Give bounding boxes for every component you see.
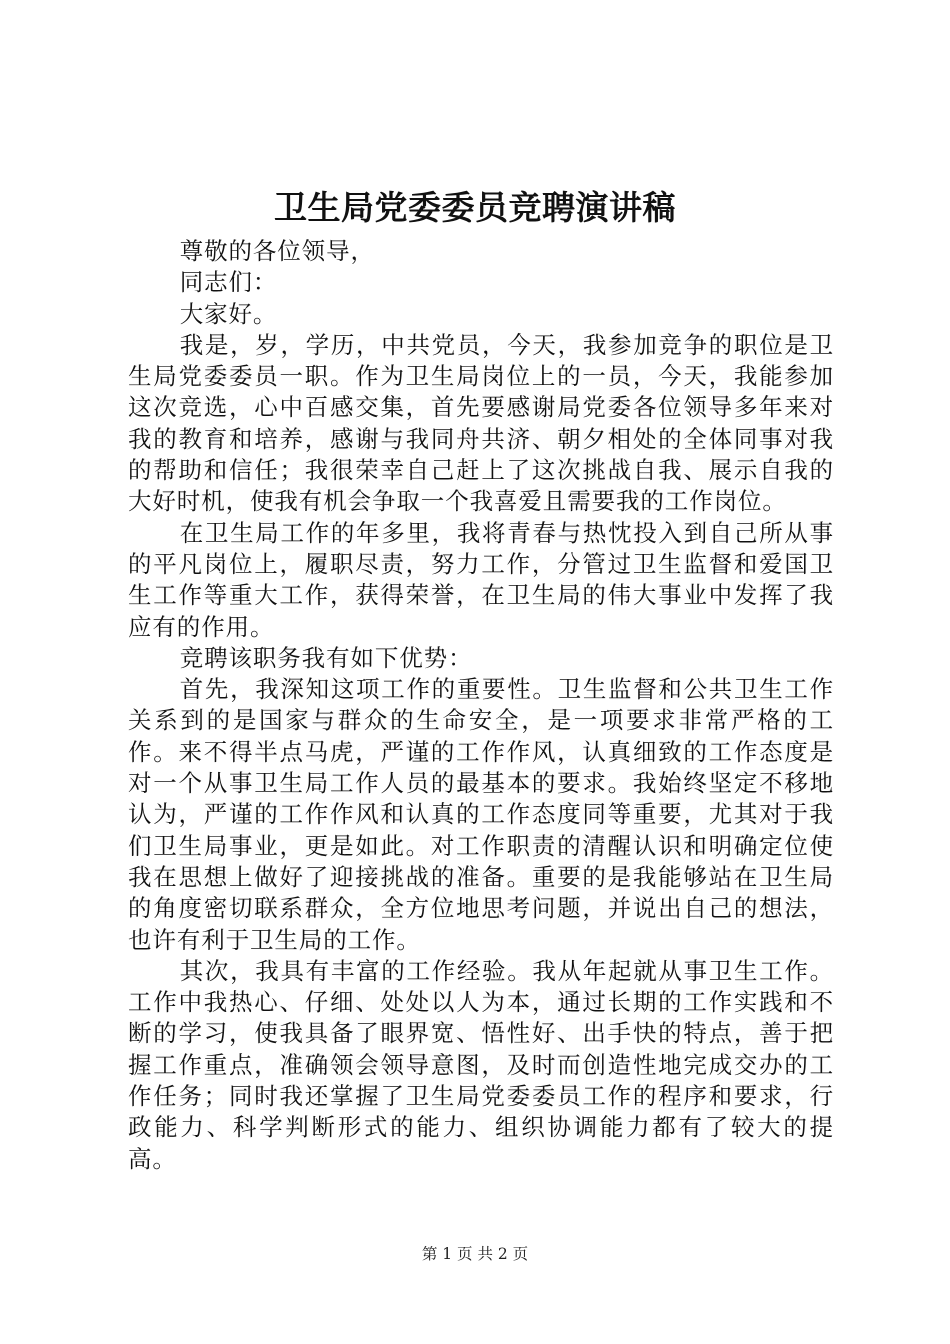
salutation-comrades: 同志们：: [179, 268, 278, 297]
document-title: 卫生局党委委员竞聘演讲稿: [274, 188, 676, 227]
document-body: [128, 236, 834, 1175]
paragraph-advantages-intro: 竞聘该职务我有如下优势：: [179, 643, 473, 672]
paragraph-second-advantage: 其次，我具有丰富的工作经验。我从年起就从事卫生工作。工作中我热心、仔细、处处以人为本，通过长期的工作实践和不断的学习，使我具备了眼界宽、悟性好、出手快的特点，善于把握工作重点，准确领会领导意图，及时而创造性地完成交办的工作任务；同时我还掌握了卫生局党委委员工作的程序和要求，行政能力、科学判断形式的能力、组织协调能力都有了较大的提高。: [128, 956, 834, 1173]
salutation-leaders: 尊敬的各位领导，: [179, 237, 375, 265]
paragraph-first-advantage: 首先，我深知这项工作的重要性。卫生监督和公共卫生工作关系到的是国家与群众的生命安全，是一项要求非常严格的工作。来不得半点马虎，严谨的工作作风，认真细致的工作态度是对一个从事卫生局工作人员的最基本的要求。我始终坚定不移地认为，严谨的工作作风和认真的工作态度同等重要，尤其对于我们卫生局事业，更是如此。对工作职责的清醒认识和明确定位使我在思想上做好了迎接挑战的准备。重要的是我能够站在卫生局的角度密切联系群众，全方位地思考问题，并说出自己的想法，也许有利于卫生局的工作。: [128, 675, 834, 954]
greeting: 大家好。: [179, 299, 278, 328]
paragraph-introduction: 我是，岁，学历，中共党员，今天，我参加竞争的职位是卫生局党委委员一职。作为卫生局岗位上的一员，今天，我能参加这次竞选，心中百感交集，首先要感谢局党委各位领导多年来对我的教育和培养，感谢与我同舟共济、朝夕相处的全体同事对我的帮助和信任；我很荣幸自己赶上了这次挑战自我、展示自我的大好时机，使我有机会争取一个我喜爱且需要我的工作岗位。: [128, 330, 834, 516]
page-number-footer: 第 1 页 共 2 页: [421, 1245, 529, 1263]
paragraph-work-history: 在卫生局工作的年多里，我将青春与热忱投入到自己所从事的平凡岗位上，履职尽责，努力工作，分管过卫生监督和爱国卫生工作等重大工作，获得荣誉，在卫生局的伟大事业中发挥了我应有的作用。: [128, 518, 834, 641]
